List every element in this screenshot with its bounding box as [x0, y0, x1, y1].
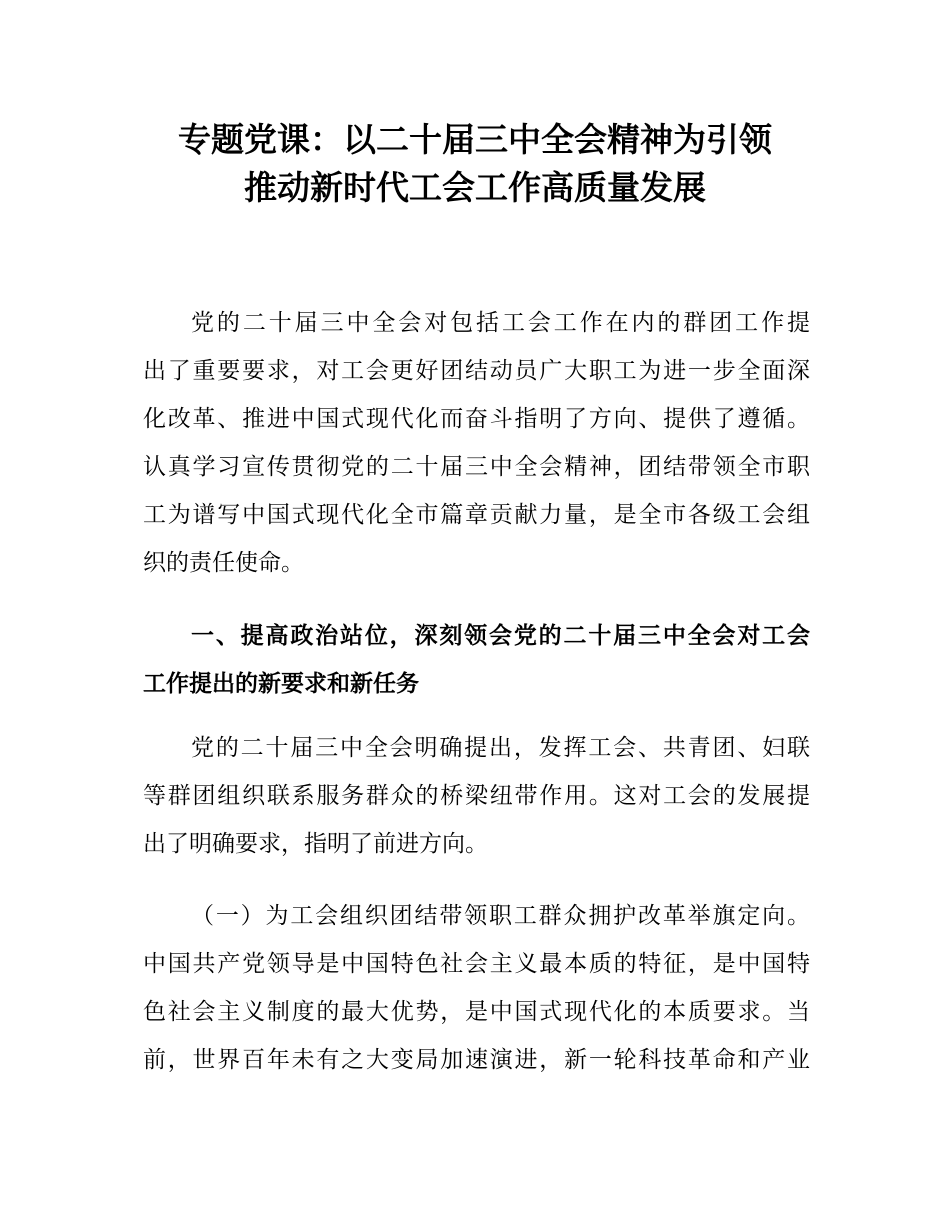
text-line: 化改革、推进中国式现代化而奋斗指明了方向、提供了遵循。 [143, 406, 810, 432]
section-heading-1 [143, 612, 810, 708]
text-line: 工为谱写中国式现代化全市篇章贡献力量，是全市各级工会组 [143, 502, 810, 528]
paragraph-3 [143, 892, 810, 1084]
text-line: 出了明确要求，指明了前进方向。 [143, 831, 488, 857]
paragraph-2 [143, 724, 810, 868]
text-line: 认真学习宣传贯彻党的二十届三中全会精神，团结带领全市职 [143, 454, 810, 480]
text-line: 中国共产党领导是中国特色社会主义最本质的特征，是中国特 [143, 951, 810, 977]
text-line: 党的二十届三中全会对包括工会工作在内的群团工作提 [191, 310, 810, 336]
document-title-line-2: 推动新时代工会工作高质量发展 [244, 168, 706, 207]
intro-paragraph [143, 299, 810, 587]
text-line: 一、提高政治站位，深刻领会党的二十届三中全会对工会 [191, 623, 810, 649]
text-line: 等群团组织联系服务群众的桥梁纽带作用。这对工会的发展提 [143, 783, 810, 809]
text-line: 工作提出的新要求和新任务 [143, 671, 419, 697]
document-title-line-1: 专题党课：以二十届三中全会精神为引领 [178, 120, 772, 159]
text-line: 前，世界百年未有之大变局加速演进，新一轮科技革命和产业 [143, 1047, 810, 1073]
text-line: 党的二十届三中全会明确提出，发挥工会、共青团、妇联 [191, 735, 810, 761]
text-line: （一）为工会组织团结带领职工群众拥护改革举旗定向。 [191, 903, 810, 929]
text-line: 色社会主义制度的最大优势，是中国式现代化的本质要求。当 [143, 999, 810, 1025]
text-line: 织的责任使命。 [143, 550, 304, 576]
text-line: 出了重要要求，对工会更好团结动员广大职工为进一步全面深 [143, 358, 810, 384]
